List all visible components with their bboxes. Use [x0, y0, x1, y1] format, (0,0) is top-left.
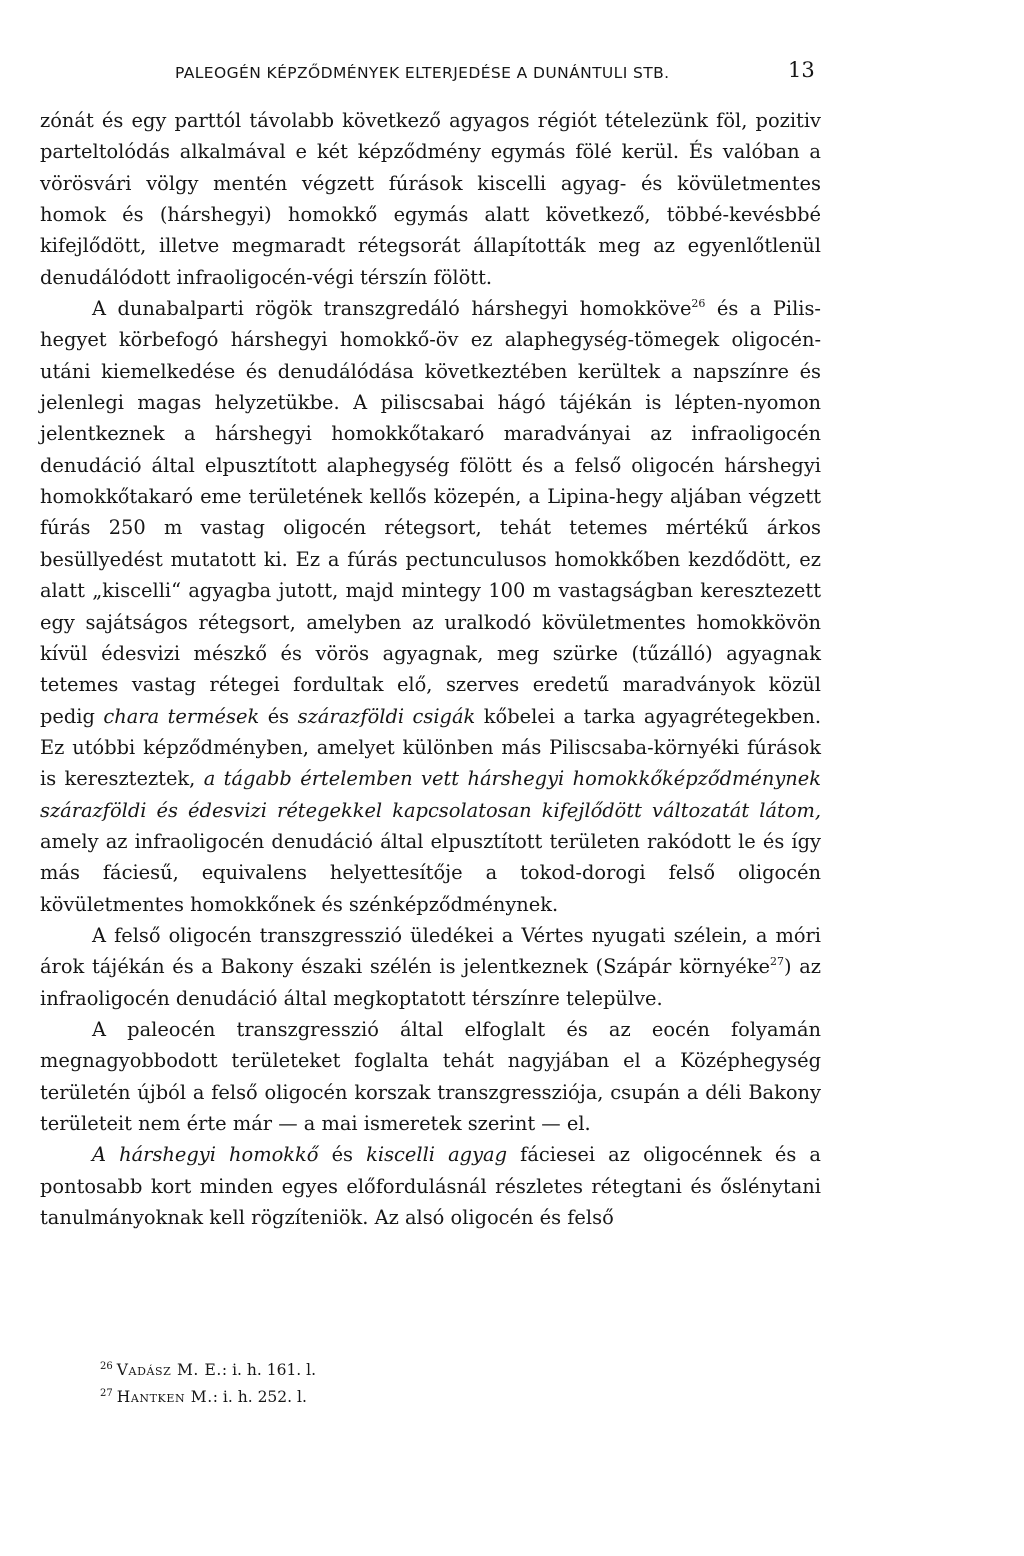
text-segment: zónát és egy parttól távolabb következő agyagos régiót tételezünk föl, pozitiv parteltolódás alkalmával e két képződmény egymás fölé kerül. És valóban a vörösvári völgy mentén végzett fúrások kiscelli agyag- és kövületmentes homok és (hárshegyi) homokkő egymás alatt következő, többé-kevésbbé kifejlődött, illetve megmaradt rétegsorát állapították meg az egyenlőtlenül denudálódott infraoligocén-végi térszín fölött.	[40, 109, 821, 289]
page-number: 13	[788, 58, 815, 82]
italic-text: A hárshegyi homokkő	[92, 1143, 319, 1167]
text-segment: fáciesei az oligocénnek és a pontosabb kort minden egyes előfordulásnál részletes rétegtani és őslénytani tanulmányoknak kell rögzíteniök. Az alsó oligocén és felső	[40, 1143, 821, 1230]
italic-text: szárazföldi csigák	[297, 704, 476, 728]
footnote	[100, 1355, 316, 1382]
footnote-reference: : i. h. 161. l.	[221, 1361, 317, 1379]
footnote-reference: : i. h. 252. l.	[212, 1388, 307, 1406]
footnotes	[100, 1355, 316, 1409]
paragraph	[40, 1139, 821, 1233]
running-header	[0, 58, 1024, 88]
paragraph	[40, 920, 821, 1014]
text-segment: A felső oligocén transzgresszió üledékei a Vértes nyugati szélein, a móri árok tájékán és a Bakony északi szélén is jelentkeznek (Szápár környéke	[40, 923, 821, 979]
italic-text: kiscelli agyag	[366, 1143, 508, 1167]
text-segment: ) az infraoligocén denudáció által megkoptatott térszínre települve.	[40, 955, 821, 1010]
footnote-author: Hantken M.	[116, 1388, 213, 1406]
footnote-ref: 26	[691, 297, 706, 311]
body-text	[40, 105, 821, 1233]
italic-text: chara termések	[103, 704, 260, 728]
text-segment: amely az infraoligocén denudáció által elpusztított területen rakódott le és így más fáciesű, equivalens helyettesítője a tokod-dorogi felső oligocén kövületmentes homokkőnek és szénképződménynek.	[40, 829, 821, 916]
paragraph	[40, 293, 821, 920]
text-segment: és	[259, 704, 298, 728]
footnote-ref: 27	[769, 955, 784, 969]
text-segment: kőbelei a tarka agyagrétegekben. Ez utóbbi képződményben, amelyet különben más Piliscsaba-környéki fúrások is kereszteztek,	[40, 704, 822, 791]
text-segment: és	[318, 1143, 367, 1167]
footnote-author: Vadász M. E.	[116, 1361, 222, 1379]
text-segment: A paleocén transzgresszió által elfoglalt és az eocén folyamán megnagyobbodott területeket foglalta tehát nagyjában el a Középhegység területén újból a felső oligocén korszak transzgressziója, csupán a déli Bakony területeit nem érte már — a mai ismeretek szerint — el.	[40, 1017, 821, 1135]
running-head-title: PALEOGÉN KÉPZŐDMÉNYEK ELTERJEDÉSE A DUNÁNTULI STB.	[175, 64, 670, 82]
paragraph	[40, 105, 821, 293]
footnote-number: 27	[100, 1388, 113, 1399]
footnote-number: 26	[100, 1361, 113, 1372]
paragraph	[40, 1014, 821, 1139]
text-segment: és a Pilis-hegyet körbefogó hárshegyi homokkő-öv ez alaphegység-tömegek oligocén-utáni kiemelkedése és denudálódása következtében kerültek a napszínre és jelenlegi magas helyzetükbe. A piliscsabai hágó tájékán is lépten-nyomon jelentkeznek a hárshegyi homokkőtakaró maradványai az infraoligocén denudáció által elpusztított alaphegység fölött és a felső oligocén hárshegyi homokkőtakaró eme területének kellős közepén, a Lipina-hegy aljában végzett fúrás 250 m vastag oligocén rétegsort, tehát tetemes mértékű árkos besüllyedést mutatott ki. Ez a fúrás pectunculusos homokkőben kezdődött, ez alatt „kiscelli“ agyagba jutott, majd mintegy 100 m vastagságban keresztezett egy sajátságos rétegsort, amelyben az uralkodó kövületmentes homokkövön kívül édesvizi mészkő és vörös agyagnak, meg szürke (tűzálló) agyagnak tetemes vastag rétegei fordultak elő, szerves eredetű maradványok közül pedig	[40, 297, 821, 728]
footnote	[100, 1382, 316, 1409]
text-segment: A dunabalparti rögök transzgredáló hárshegyi homokköve	[92, 297, 692, 321]
italic-text: a tágabb értelemben vett hárshegyi homokkőképződménynek szárazföldi és édesvizi rétegekkel kapcsolatosan kifejlődött változatát látom,	[40, 767, 821, 822]
